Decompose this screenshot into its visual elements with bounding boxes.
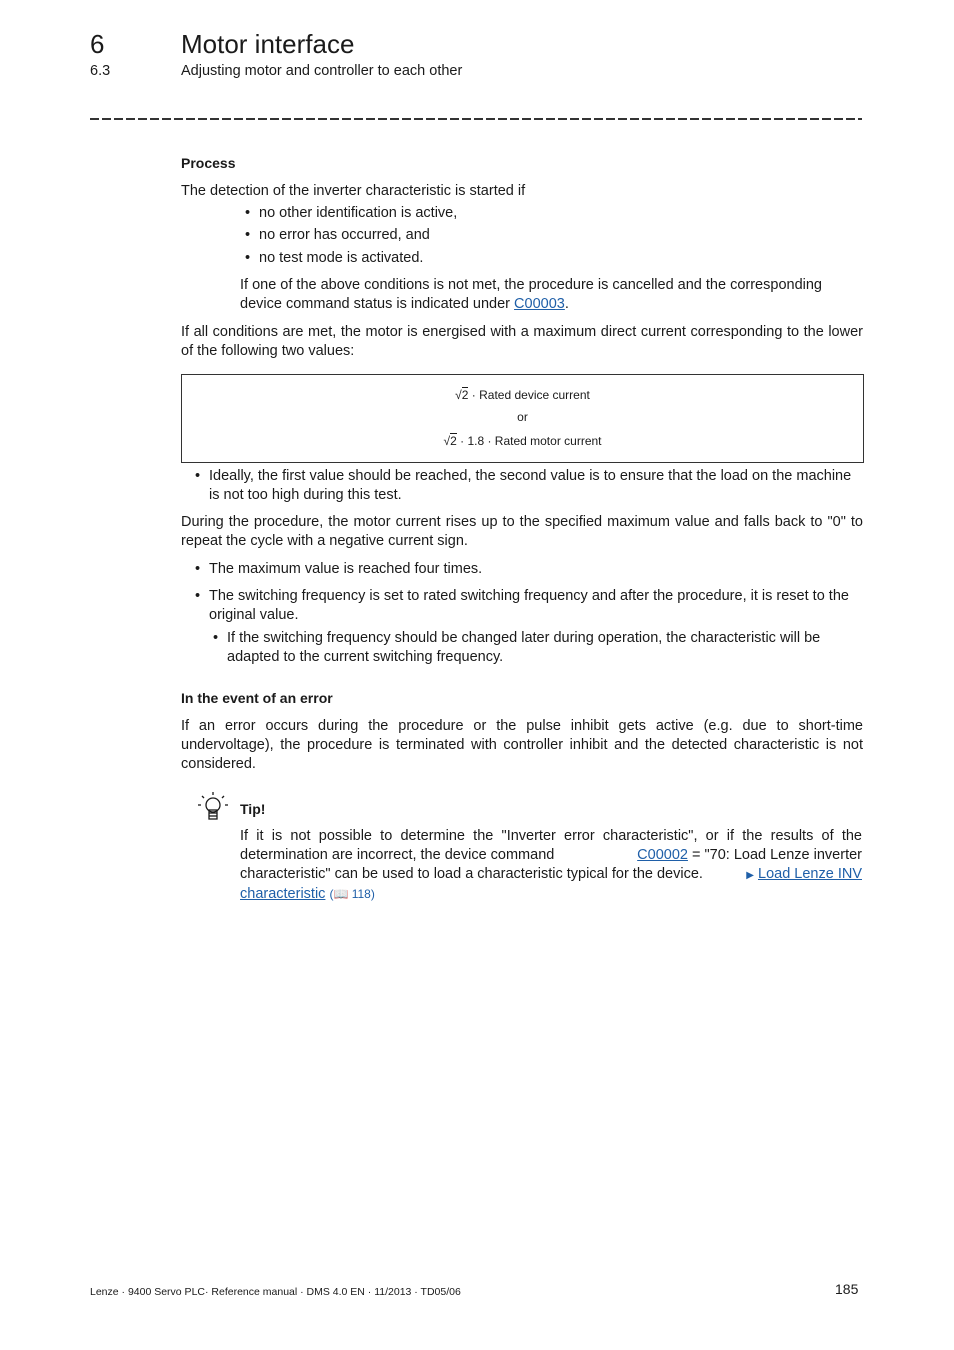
process-intro: The detection of the inverter characteristic is started if <box>181 183 526 199</box>
tip-text-line3 <box>240 865 862 885</box>
c00003-link[interactable]: C00003 <box>514 296 565 312</box>
formula-box <box>181 374 864 463</box>
tip-text-line1: If it is not possible to determine the "Inverter error characteristic", or if the results of the <box>240 828 862 844</box>
error-paragraph: If an error occurs during the procedure or the pulse inhibit gets active (e.g. due to short-time undervoltage), the procedure is terminated with controller inhibit and the detected characteristic is not considered. <box>181 718 863 772</box>
list-item: • If the switching frequency should be changed later during operation, the characteristic will be adapted to the current switching frequency. <box>213 629 862 667</box>
cancel-end: . <box>564 296 569 312</box>
process-heading: Process <box>181 155 236 171</box>
chapter-number: 6 <box>90 29 105 59</box>
condition-text: no other identification is active, <box>259 205 458 221</box>
footer-document-info: Lenze · 9400 Servo PLC· Reference manual · DMS 4.0 EN · 11/2013 · TD05/06 <box>90 1286 461 1298</box>
list-item: • The maximum value is reached four times. <box>195 561 483 577</box>
tip-text-2a: determination are incorrect, the device command <box>240 847 555 863</box>
sqrt-radicand: 2 <box>461 388 469 402</box>
formula-device-text: · Rated device current <box>471 388 590 402</box>
formula-motor-text: · 1.8 · Rated motor current <box>460 434 602 448</box>
list-item: • no other identification is active, <box>245 205 458 221</box>
cancel-paragraph <box>240 276 862 314</box>
load-lenze-inv-link[interactable]: Load Lenze INV <box>758 866 862 882</box>
energise-paragraph: If all conditions are met, the motor is energised with a maximum direct current corresponding to the lower of the following two values: <box>181 324 863 359</box>
switch-sub-bullet-text: If the switching frequency should be changed later during operation, the characteristic will be adapted to the current switching frequency. <box>227 630 821 665</box>
sqrt-symbol: √ <box>455 388 462 402</box>
list-item: • The switching frequency is set to rated switching frequency and after the procedure, it is reset to the original value. <box>195 587 862 625</box>
section-number: 6.3 <box>90 63 111 79</box>
cancel-text-line1: If one of the above conditions is not met, the procedure is cancelled and the corresponding <box>240 277 822 293</box>
procedure-paragraph: During the procedure, the motor current rises up to the specified maximum value and falls back to "0" to repeat the cycle with a negative current sign. <box>181 514 863 549</box>
page-number: 185 <box>835 1281 859 1297</box>
sqrt-symbol: √ <box>443 434 451 448</box>
condition-text: no error has occurred, and <box>259 227 430 243</box>
formula-line-device <box>182 387 863 403</box>
page-ref-link[interactable]: (📖 118) <box>329 887 375 901</box>
cancel-text-line2: device command status is indicated under <box>240 296 511 312</box>
list-item: • no error has occurred, and <box>245 227 430 243</box>
tip-text-line4 <box>240 885 862 904</box>
ideal-bullet-text: Ideally, the first value should be reached, the second value is to ensure that the load on the machine is not too high during this test. <box>209 468 852 503</box>
arrow-right-icon: ▶ <box>746 870 754 881</box>
header-divider <box>90 110 862 124</box>
tip-text-line2 <box>240 846 862 865</box>
c00002-link[interactable]: C00002 <box>637 847 688 863</box>
sqrt-radicand: 2 <box>450 434 457 448</box>
tip-label: Tip! <box>240 801 266 817</box>
list-item: • no test mode is activated. <box>245 250 424 266</box>
max-bullet-text: The maximum value is reached four times. <box>209 561 483 577</box>
tip-paragraph <box>240 827 862 904</box>
switch-bullet-text: The switching frequency is set to rated switching frequency and after the procedure, it is reset to the original value. <box>209 588 849 623</box>
load-lenze-inv-link-cont[interactable]: characteristic <box>240 886 326 902</box>
error-heading: In the event of an error <box>181 690 333 706</box>
list-item: • Ideally, the first value should be reached, the second value is to ensure that the load on the machine is not too high during this test. <box>195 467 862 505</box>
chapter-title: Motor interface <box>181 29 355 59</box>
lightbulb-icon <box>196 790 230 824</box>
formula-line-motor <box>182 433 863 449</box>
tip-text-2b: = "70: Load Lenze inverter <box>692 847 862 863</box>
tip-text-3: characteristic" can be used to load a characteristic typical for the device. <box>240 866 703 882</box>
section-title: Adjusting motor and controller to each other <box>181 63 463 79</box>
condition-text: no test mode is activated. <box>259 250 424 266</box>
formula-or: or <box>517 410 528 424</box>
